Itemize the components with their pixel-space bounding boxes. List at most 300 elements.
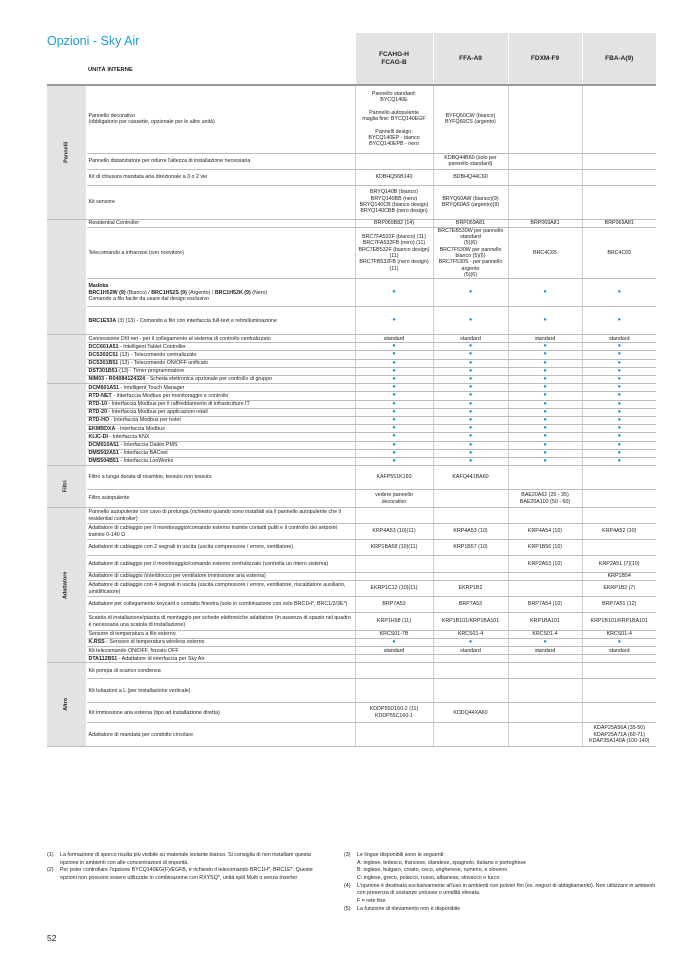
table-row [47,679,656,703]
availability-dot [582,441,656,449]
table-row [47,392,656,400]
value-cell [433,508,508,524]
dot-icon: ● [543,457,547,464]
dot-icon: ● [392,457,396,464]
row-description: Adattatore di cablaggio per il monitoraggio/comando esterno centralizzato (controlla un intero sistema) [86,556,355,573]
column-header-text: FFA-A9 [459,54,482,62]
availability-dot [508,307,582,335]
availability-dot [582,392,656,400]
value-cell: BRYQ60AW (bianco)(9) BRYQ60AS (argento)(9) [433,185,508,219]
value-cell [355,663,433,679]
table-row [47,631,656,639]
dot-icon: ● [543,351,547,358]
dot-icon: ● [468,317,473,324]
category-label: Filtri [62,480,69,493]
availability-dot [582,425,656,433]
footnote: (3) Le lingue disponibili sono le seguenti: A: inglese, tedesco, francese, olandese, spagnolo, italiano e portoghese B: inglese, bulgaro, croato, ceco, ungherese, rumeno, e sloveno C: inglese, greco, polacco, russo, albanese, slovacco e turco [344,852,527,882]
page-title: Opzioni - Sky Air [47,34,140,48]
value-cell [582,540,656,556]
dot-icon: ● [468,351,473,358]
row-description: Sensore di temperatura a filo esterno [86,631,355,639]
category-cell [47,335,86,384]
dot-icon: ● [543,392,547,399]
availability-dot [355,433,433,441]
row-description: DST301B51 (13) - Timer programmatore [86,367,355,375]
dot-icon: ● [392,433,396,440]
dot-icon: ● [543,449,547,456]
dot-icon: ● [392,317,396,324]
dot-icon: ● [617,359,622,366]
dot-icon: ● [392,639,396,646]
table-row [47,425,656,433]
value-cell [433,663,508,679]
value-cell [508,723,582,747]
dot-icon: ● [617,351,622,358]
dot-icon: ● [543,343,547,350]
category-label: Altro [62,698,69,712]
dot-icon: ● [392,408,396,415]
dot-icon: ● [468,343,473,350]
table-row [47,153,656,169]
dot-icon: ● [392,449,396,456]
dot-icon: ● [468,433,473,440]
row-description: Adattatore per collegamento keycard o contatto finestra (solo in combinazione con solo BRC1H*, BRC1/2/3E*) [86,597,355,613]
value-cell: standard [433,335,508,343]
availability-dot [355,457,433,465]
table-row [47,647,656,655]
value-cell: KDDQ44XA60 [433,703,508,723]
table-row [47,490,656,508]
value-cell: EKRP1B2 [433,581,508,597]
footnote: (2) Per poter controllare l'opzione BYCQ140EG(F)/EGFB, è richiesto il telecomando BRC1H*, BRC1E*. Queste opzioni non possono essere utilizzate in combinazione con RXYSQ*, unità split Multi o senza Inverter [47,867,313,882]
value-cell [508,663,582,679]
dot-icon: ● [543,416,547,423]
availability-dot [582,400,656,408]
table-row [47,185,656,219]
availability-dot [433,367,508,375]
column-header [355,33,433,85]
row-description: BRC1E53A (3) (13) - Comando a filo con interfaccia full-text e retroilluminazione [86,307,355,335]
table-row [47,663,656,679]
availability-dot [433,639,508,647]
table-row [47,639,656,647]
value-cell: standard [355,335,433,343]
availability-dot [508,351,582,359]
availability-dot [433,425,508,433]
table-row [47,351,656,359]
value-cell: Pannello standard: BYCQ140E Pannello autopulente maglia fine: BYCQ140EGF Pannelli design: BYCQ140EP - bianco BYCQ140EPB - nero [355,85,433,153]
dot-icon: ● [617,317,622,324]
availability-dot [582,376,656,384]
value-cell: BRP069A81 [433,219,508,227]
availability-dot [582,639,656,647]
table-row [47,359,656,367]
table-row [47,85,656,153]
availability-dot [355,351,433,359]
dot-icon: ● [543,317,547,324]
availability-dot [433,392,508,400]
value-cell [355,655,433,663]
availability-dot [433,359,508,367]
value-cell: BRC4C65 [508,227,582,279]
dot-icon: ● [468,392,473,399]
row-description: Adattatore di cablaggio (interblocco per ventilatore immissione aria esterna) [86,573,355,581]
value-cell [355,153,433,169]
value-cell [508,581,582,597]
value-cell: KDBHQ56B140 [355,169,433,185]
dot-icon: ● [617,408,622,415]
row-description: Adattatore di cablaggio con 2 segnali in uscita (uscita compressore / errore, ventilatore) [86,540,355,556]
availability-dot [582,343,656,351]
availability-dot [582,351,656,359]
row-description: Kit sensore [86,185,355,219]
availability-dot [433,416,508,424]
value-cell: KAFQ441BA60 [433,466,508,490]
row-description: Kit telecomando ON/OFF, forzato OFF [86,647,355,655]
row-description: Pannello autopulente con cavo di prolunga (richiesto quando sono installati sia il pannello autopulente che il residential controller) [86,508,355,524]
value-cell: KRCS01-4 [433,631,508,639]
value-cell: standard [582,335,656,343]
row-description: Kit tubazioni a L (per installazione verticale) [86,679,355,703]
dot-icon: ● [468,359,473,366]
row-description: Filtro autopulente [86,490,355,508]
value-cell [582,663,656,679]
dot-icon: ● [617,457,622,464]
dot-icon: ● [468,408,473,415]
table-row [47,227,656,279]
availability-dot [508,343,582,351]
value-cell: KAFP551K160 [355,466,433,490]
value-cell [582,153,656,169]
value-cell [508,169,582,185]
value-cell [582,655,656,663]
row-description: KLIC-DI - Interfaccia KNX [86,433,355,441]
table-row [47,540,656,556]
availability-dot [508,425,582,433]
dot-icon: ● [543,433,547,440]
options-table [47,33,656,747]
table-row [47,416,656,424]
value-cell [582,85,656,153]
value-cell: KRP1B101/KRP1BA101 [582,613,656,631]
value-cell: BRC4C65 [582,227,656,279]
availability-dot [355,400,433,408]
value-cell: KDDP55D160-2 (11) KDDP55C160-1 [355,703,433,723]
availability-dot [582,449,656,457]
availability-dot [508,639,582,647]
dot-icon: ● [468,441,473,448]
value-cell: KRCS01-7B [355,631,433,639]
row-description: DCC601A51 - Intelligent Tablet Controller [86,343,355,351]
dot-icon: ● [392,289,396,296]
row-description: Connessione DIII net - per il collegamento al sistema di controllo centralizzato [86,335,355,343]
availability-dot [582,433,656,441]
dot-icon: ● [392,359,396,366]
value-cell [508,703,582,723]
value-cell: KRP1B101/KRP1BA101 [433,613,508,631]
row-description: K.RSS - Sensore di temperatura wireless esterno [86,639,355,647]
value-cell: standard [355,647,433,655]
dot-icon: ● [392,392,396,399]
dot-icon: ● [617,376,622,382]
table-row [47,581,656,597]
dot-icon: ● [617,416,622,423]
value-cell: vedere pannello decorativo [355,490,433,508]
value-cell: BRP069B82 (14) [355,219,433,227]
category-cell [47,85,86,219]
dot-icon: ● [392,367,396,374]
availability-dot [355,307,433,335]
value-cell [508,508,582,524]
value-cell: KDAP25A56A (35-50) KDAP25A71A (60-71) KDAP25A140A (100-140) [582,723,656,747]
value-cell: KRP1B57 (10) [433,540,508,556]
category-cell [47,508,86,663]
table-row [47,524,656,540]
table-row [47,307,656,335]
row-description: RTD-20 - Interfaccia Modbus per applicazioni retail [86,408,355,416]
value-cell [508,655,582,663]
availability-dot [433,457,508,465]
availability-dot [508,449,582,457]
dot-icon: ● [468,457,473,464]
availability-dot [433,376,508,384]
value-cell: BDBHQ44C60 [433,169,508,185]
value-cell: KRP4A54 (10) [508,524,582,540]
availability-dot [433,343,508,351]
dot-icon: ● [392,416,396,423]
footnote: (4) L'opzione è destinata esclusivamente all'uso in ambienti con polveri fini (es. negozi di abbigliamento). Non utilizzare in ambienti con presenza di sostanze untuose o umidità elevata. F = rete fine [344,882,655,905]
row-description: Adattatore di cablaggio per il monitoraggio/comando esterno tramite contatti puliti e il controllo dei setpoint tramite 0-140 Ω [86,524,355,540]
value-cell: KRP1BA58 (10)(11) [355,540,433,556]
value-cell [355,679,433,703]
column-header-text: FDXM-F9 [530,54,560,62]
footnotes-left [47,852,322,883]
value-cell [582,185,656,219]
row-description: EKMBDXA - Interfaccia Modbus [86,425,355,433]
table-row [47,343,656,351]
value-cell: KRP1H98 (11) [355,613,433,631]
table-row [47,556,656,573]
row-description: Telecomando a infrarossi (con ricevitore) [86,227,355,279]
availability-dot [433,441,508,449]
dot-icon: ● [617,449,622,456]
value-cell [508,679,582,703]
dot-icon: ● [392,384,396,391]
row-description: Pannello distanziatore per ridurre l'altezza di installazione necessaria [86,153,355,169]
value-cell: BRP7A51 (12) [582,597,656,613]
availability-dot [508,392,582,400]
dot-icon: ● [543,289,547,296]
availability-dot [508,408,582,416]
availability-dot [355,359,433,367]
value-cell [355,508,433,524]
value-cell: BRP7A53 [433,597,508,613]
value-cell: standard [508,335,582,343]
dot-icon: ● [617,289,622,296]
row-description: NIM03 - R04084124324 - Scheda elettronica opzionale per controllo di gruppo [86,376,355,384]
value-cell [433,679,508,703]
dot-icon: ● [392,376,396,382]
dot-icon: ● [543,639,547,646]
value-cell: EKRP1B2 (7) [582,581,656,597]
row-description: DCS301B51 (13) - Telecomando ON/OFF unificato [86,359,355,367]
category-cell [47,384,86,466]
dot-icon: ● [468,376,473,382]
dot-icon: ● [392,441,396,448]
availability-dot [355,441,433,449]
value-cell: standard [508,647,582,655]
table-row [47,441,656,449]
row-description: Filtro a lunga durata di ricambio, tessuto non tessuto [86,466,355,490]
dot-icon: ● [392,343,396,350]
row-description: Kit di chiusura mandata aria direzionale a 3 o 2 vie [86,169,355,185]
value-cell: KRP1BA101 [508,613,582,631]
table-row [47,219,656,227]
availability-dot [582,359,656,367]
dot-icon: ● [543,367,547,374]
availability-dot [433,351,508,359]
availability-dot [508,441,582,449]
availability-dot [508,433,582,441]
row-description: DTA112B51 - Adattatore di interfaccia per Sky Air [86,655,355,663]
row-description: Adattatore di cablaggio con 4 segnali in uscita (uscita compressore / errore, ventilatore, riscaldatore ausiliario, umidificatore) [86,581,355,597]
table-row [47,508,656,524]
value-cell [508,185,582,219]
value-cell [508,153,582,169]
availability-dot [355,279,433,307]
row-description: Adattatore di mandata per condotto circolare [86,723,355,747]
dot-icon: ● [617,384,622,391]
value-cell [355,556,433,573]
value-cell: KRCS01-4 [508,631,582,639]
value-cell: KRP4A53 (10) [433,524,508,540]
value-cell [433,573,508,581]
dot-icon: ● [543,400,547,407]
availability-dot [355,384,433,392]
value-cell [355,573,433,581]
availability-dot [508,457,582,465]
category-cell [47,466,86,508]
value-cell [355,723,433,747]
value-cell: BRC7FA532F (bianco) (11) BRC7FA532FB (nero) (11) BRC7EB532F (bianco design) (11) BRC7FB532FB (nero design) (11) [355,227,433,279]
dot-icon: ● [617,441,622,448]
value-cell: BRYQ140B (bianco) BRYQ140BB (nero) BRYQ140CB (bianco design) BRYQ140CBB (nero design) [355,185,433,219]
header-spacer [47,33,86,85]
dot-icon: ● [543,359,547,366]
availability-dot [508,384,582,392]
column-header [433,33,508,85]
row-description: DCS302C51 (13) - Telecomando centralizzato [86,351,355,359]
value-cell: KRP1B54 [582,573,656,581]
dot-icon: ● [543,384,547,391]
dot-icon: ● [543,425,547,432]
row-description: RTD-HO - Interfaccia Modbus per hotel [86,416,355,424]
table-row [47,433,656,441]
table-row [47,613,656,631]
value-cell [508,573,582,581]
row-description: RTD-NET - Interfaccia Modbus per monitoraggio e controllo [86,392,355,400]
availability-dot [355,376,433,384]
availability-dot [355,343,433,351]
category-cell [47,219,86,335]
column-header-text: FBA-A(9) [605,54,634,62]
value-cell: KRP1B56 (10) [508,540,582,556]
dot-icon: ● [468,425,473,432]
availability-dot [433,279,508,307]
value-cell: BAE20A62 (25 - 35) BAE20A102 (50 - 60) [508,490,582,508]
value-cell: KRP4A52 (10) [582,524,656,540]
dot-icon: ● [468,416,473,423]
availability-dot [508,359,582,367]
availability-dot [508,376,582,384]
dot-icon: ● [543,441,547,448]
availability-dot [355,408,433,416]
availability-dot [355,367,433,375]
table-row [47,703,656,723]
value-cell [433,490,508,508]
value-cell [582,508,656,524]
availability-dot [508,416,582,424]
availability-dot [582,279,656,307]
dot-icon: ● [617,343,622,350]
value-cell [582,679,656,703]
dot-icon: ● [617,400,622,407]
dot-icon: ● [392,400,396,407]
column-header-text: FCAHG-H FCAG-B [379,50,409,66]
dot-icon: ● [617,639,622,646]
value-cell: KRCS01-4 [582,631,656,639]
category-label: Pannelli [62,141,69,163]
row-description: DMS504B51 - Interfaccia LonWorks [86,457,355,465]
table-row [47,457,656,465]
table-row [47,408,656,416]
dot-icon: ● [468,400,473,407]
availability-dot [582,457,656,465]
availability-dot [508,367,582,375]
row-description: Madoka BRC1H52W (9) (Bianco) / BRC1H52S (9) (Argento) / BRC1H52K (9) (Nero) Comando a filo facile da usare dal design esclusivo [86,279,355,307]
table-row [47,169,656,185]
row-description: Scatola di installazione/piastra di montaggio per schede elettroniche adattatore (in assenza di spazio nel quadro è necessaria una scatola di installazione) [86,613,355,631]
value-cell: standard [433,647,508,655]
row-description: Kit pompa di scarico condensa [86,663,355,679]
dot-icon: ● [392,351,396,358]
table-row [47,384,656,392]
table-row [47,573,656,581]
dot-icon: ● [468,449,473,456]
value-cell: KDBQ44B60 (solo per pannello standard) [433,153,508,169]
availability-dot [508,400,582,408]
table-row [47,449,656,457]
availability-dot [508,279,582,307]
dot-icon: ● [392,425,396,432]
dot-icon: ● [617,367,622,374]
row-description: Pannello decorativo (obbligatorio per cassette, opzionale per le altre unità) [86,85,355,153]
dot-icon: ● [617,433,622,440]
value-cell [508,85,582,153]
value-cell: KRP2A51 (7)(10) [582,556,656,573]
value-cell [433,556,508,573]
table-row [47,376,656,384]
dot-icon: ● [468,289,473,296]
value-cell: EKRP1C12 (10)(11) [355,581,433,597]
availability-dot [433,408,508,416]
availability-dot [582,416,656,424]
table-row [47,335,656,343]
row-description: Kit immissione aria esterna (tipo ad installazione diretta) [86,703,355,723]
category-label: Adattatore [62,571,69,599]
row-description: DMS502A51 - Interfaccia BACnet [86,449,355,457]
dot-icon: ● [617,425,622,432]
